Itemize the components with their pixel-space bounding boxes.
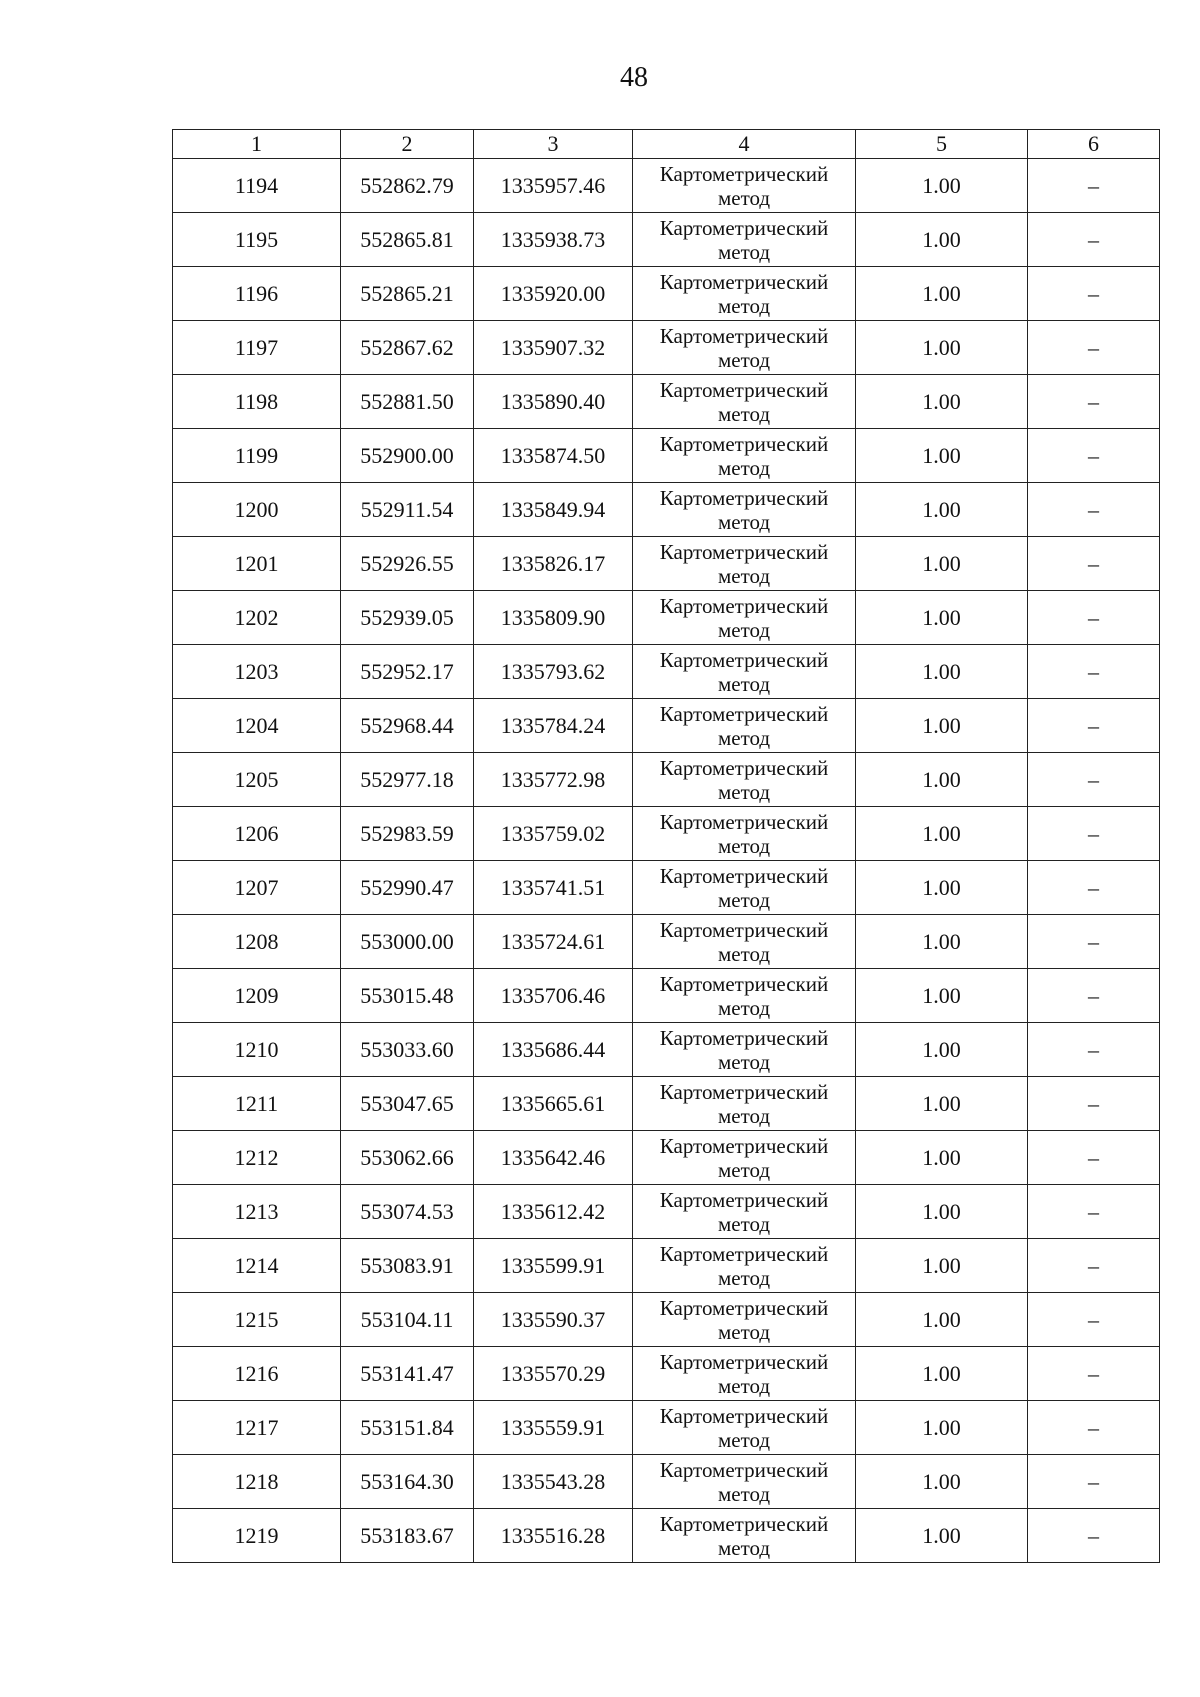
point-number-cell: 1213 bbox=[173, 1185, 341, 1239]
method-cell bbox=[633, 1401, 856, 1455]
accuracy-cell: 1.00 bbox=[856, 807, 1028, 861]
method-line-1: Картометрический bbox=[659, 971, 829, 996]
point-number-cell: 1200 bbox=[173, 483, 341, 537]
method-cell bbox=[633, 159, 856, 213]
column-header-2: 2 bbox=[341, 130, 474, 159]
y-coordinate-cell: 1335784.24 bbox=[474, 699, 633, 753]
table-row bbox=[173, 915, 1160, 969]
x-coordinate-cell: 552952.17 bbox=[341, 645, 474, 699]
point-number-cell: 1199 bbox=[173, 429, 341, 483]
method-line-2: метод bbox=[717, 617, 771, 642]
accuracy-cell: 1.00 bbox=[856, 591, 1028, 645]
column-header-6: 6 bbox=[1028, 130, 1160, 159]
method-cell bbox=[633, 1077, 856, 1131]
note-cell: – bbox=[1028, 1509, 1160, 1563]
x-coordinate-cell: 553141.47 bbox=[341, 1347, 474, 1401]
method-line-1: Картометрический bbox=[659, 1457, 829, 1482]
note-cell: – bbox=[1028, 645, 1160, 699]
accuracy-cell: 1.00 bbox=[856, 645, 1028, 699]
y-coordinate-cell: 1335642.46 bbox=[474, 1131, 633, 1185]
method-line-1: Картометрический bbox=[659, 161, 829, 186]
method-cell bbox=[633, 1293, 856, 1347]
accuracy-cell: 1.00 bbox=[856, 267, 1028, 321]
method-line-2: метод bbox=[717, 995, 771, 1020]
method-cell bbox=[633, 375, 856, 429]
note-cell: – bbox=[1028, 915, 1160, 969]
x-coordinate-cell: 552900.00 bbox=[341, 429, 474, 483]
x-coordinate-cell: 552990.47 bbox=[341, 861, 474, 915]
method-line-2: метод bbox=[717, 401, 771, 426]
method-cell bbox=[633, 1347, 856, 1401]
method-line-1: Картометрический bbox=[659, 269, 829, 294]
x-coordinate-cell: 552865.81 bbox=[341, 213, 474, 267]
method-line-1: Картометрический bbox=[659, 755, 829, 780]
y-coordinate-cell: 1335706.46 bbox=[474, 969, 633, 1023]
accuracy-cell: 1.00 bbox=[856, 375, 1028, 429]
x-coordinate-cell: 553083.91 bbox=[341, 1239, 474, 1293]
accuracy-cell: 1.00 bbox=[856, 1185, 1028, 1239]
y-coordinate-cell: 1335793.62 bbox=[474, 645, 633, 699]
method-line-1: Картометрический bbox=[659, 1133, 829, 1158]
x-coordinate-cell: 553183.67 bbox=[341, 1509, 474, 1563]
method-line-2: метод bbox=[717, 239, 771, 264]
y-coordinate-cell: 1335826.17 bbox=[474, 537, 633, 591]
note-cell: – bbox=[1028, 699, 1160, 753]
accuracy-cell: 1.00 bbox=[856, 321, 1028, 375]
method-line-2: метод bbox=[717, 779, 771, 804]
point-number-cell: 1194 bbox=[173, 159, 341, 213]
accuracy-cell: 1.00 bbox=[856, 537, 1028, 591]
column-header-3: 3 bbox=[474, 130, 633, 159]
note-cell: – bbox=[1028, 1293, 1160, 1347]
method-line-2: метод bbox=[717, 1481, 771, 1506]
page-number: 48 bbox=[620, 62, 648, 93]
point-number-cell: 1218 bbox=[173, 1455, 341, 1509]
table-header bbox=[173, 130, 1160, 159]
method-line-1: Картометрический bbox=[659, 917, 829, 942]
method-line-2: метод bbox=[717, 293, 771, 318]
method-line-1: Картометрический bbox=[659, 323, 829, 348]
table-row bbox=[173, 1401, 1160, 1455]
method-line-1: Картометрический bbox=[659, 1187, 829, 1212]
note-cell: – bbox=[1028, 537, 1160, 591]
y-coordinate-cell: 1335724.61 bbox=[474, 915, 633, 969]
accuracy-cell: 1.00 bbox=[856, 1077, 1028, 1131]
x-coordinate-cell: 552939.05 bbox=[341, 591, 474, 645]
method-line-1: Картометрический bbox=[659, 647, 829, 672]
y-coordinate-cell: 1335759.02 bbox=[474, 807, 633, 861]
point-number-cell: 1198 bbox=[173, 375, 341, 429]
method-line-1: Картометрический bbox=[659, 809, 829, 834]
method-line-1: Картометрический bbox=[659, 539, 829, 564]
method-cell bbox=[633, 483, 856, 537]
table-row bbox=[173, 1293, 1160, 1347]
note-cell: – bbox=[1028, 807, 1160, 861]
table-row bbox=[173, 861, 1160, 915]
note-cell: – bbox=[1028, 1077, 1160, 1131]
method-cell bbox=[633, 1239, 856, 1293]
accuracy-cell: 1.00 bbox=[856, 1293, 1028, 1347]
y-coordinate-cell: 1335741.51 bbox=[474, 861, 633, 915]
method-cell bbox=[633, 861, 856, 915]
point-number-cell: 1207 bbox=[173, 861, 341, 915]
table-row bbox=[173, 1077, 1160, 1131]
method-line-1: Картометрический bbox=[659, 1349, 829, 1374]
header-row bbox=[173, 130, 1160, 159]
accuracy-cell: 1.00 bbox=[856, 1455, 1028, 1509]
point-number-cell: 1211 bbox=[173, 1077, 341, 1131]
method-line-2: метод bbox=[717, 1103, 771, 1128]
method-line-1: Картометрический bbox=[659, 1295, 829, 1320]
point-number-cell: 1217 bbox=[173, 1401, 341, 1455]
method-line-1: Картометрический bbox=[659, 431, 829, 456]
note-cell: – bbox=[1028, 483, 1160, 537]
column-header-4: 4 bbox=[633, 130, 856, 159]
accuracy-cell: 1.00 bbox=[856, 915, 1028, 969]
method-line-1: Картометрический bbox=[659, 1025, 829, 1050]
y-coordinate-cell: 1335920.00 bbox=[474, 267, 633, 321]
x-coordinate-cell: 553062.66 bbox=[341, 1131, 474, 1185]
point-number-cell: 1219 bbox=[173, 1509, 341, 1563]
method-line-2: метод bbox=[717, 1427, 771, 1452]
accuracy-cell: 1.00 bbox=[856, 1239, 1028, 1293]
method-line-1: Картометрический bbox=[659, 215, 829, 240]
point-number-cell: 1196 bbox=[173, 267, 341, 321]
method-line-1: Картометрический bbox=[659, 863, 829, 888]
table-row bbox=[173, 699, 1160, 753]
method-cell bbox=[633, 753, 856, 807]
y-coordinate-cell: 1335686.44 bbox=[474, 1023, 633, 1077]
x-coordinate-cell: 552881.50 bbox=[341, 375, 474, 429]
column-header-5: 5 bbox=[856, 130, 1028, 159]
method-line-1: Картометрический bbox=[659, 1511, 829, 1536]
y-coordinate-cell: 1335957.46 bbox=[474, 159, 633, 213]
accuracy-cell: 1.00 bbox=[856, 1401, 1028, 1455]
y-coordinate-cell: 1335543.28 bbox=[474, 1455, 633, 1509]
method-line-1: Картометрический bbox=[659, 701, 829, 726]
x-coordinate-cell: 552911.54 bbox=[341, 483, 474, 537]
note-cell: – bbox=[1028, 1239, 1160, 1293]
point-number-cell: 1195 bbox=[173, 213, 341, 267]
y-coordinate-cell: 1335559.91 bbox=[474, 1401, 633, 1455]
accuracy-cell: 1.00 bbox=[856, 1509, 1028, 1563]
table-row bbox=[173, 1347, 1160, 1401]
method-line-2: метод bbox=[717, 1157, 771, 1182]
method-cell bbox=[633, 429, 856, 483]
y-coordinate-cell: 1335570.29 bbox=[474, 1347, 633, 1401]
note-cell: – bbox=[1028, 591, 1160, 645]
point-number-cell: 1204 bbox=[173, 699, 341, 753]
method-cell bbox=[633, 1509, 856, 1563]
table-row bbox=[173, 429, 1160, 483]
method-cell bbox=[633, 645, 856, 699]
y-coordinate-cell: 1335665.61 bbox=[474, 1077, 633, 1131]
table-row bbox=[173, 267, 1160, 321]
y-coordinate-cell: 1335516.28 bbox=[474, 1509, 633, 1563]
accuracy-cell: 1.00 bbox=[856, 753, 1028, 807]
x-coordinate-cell: 553000.00 bbox=[341, 915, 474, 969]
coordinates-table bbox=[172, 129, 1160, 1563]
x-coordinate-cell: 552977.18 bbox=[341, 753, 474, 807]
x-coordinate-cell: 552865.21 bbox=[341, 267, 474, 321]
x-coordinate-cell: 552926.55 bbox=[341, 537, 474, 591]
column-header-1: 1 bbox=[173, 130, 341, 159]
y-coordinate-cell: 1335874.50 bbox=[474, 429, 633, 483]
method-line-2: метод bbox=[717, 1535, 771, 1560]
point-number-cell: 1216 bbox=[173, 1347, 341, 1401]
method-line-2: метод bbox=[717, 1319, 771, 1344]
note-cell: – bbox=[1028, 969, 1160, 1023]
accuracy-cell: 1.00 bbox=[856, 1347, 1028, 1401]
point-number-cell: 1215 bbox=[173, 1293, 341, 1347]
method-cell bbox=[633, 1455, 856, 1509]
note-cell: – bbox=[1028, 375, 1160, 429]
method-line-2: метод bbox=[717, 887, 771, 912]
method-line-2: метод bbox=[717, 1373, 771, 1398]
y-coordinate-cell: 1335890.40 bbox=[474, 375, 633, 429]
accuracy-cell: 1.00 bbox=[856, 429, 1028, 483]
table-row bbox=[173, 213, 1160, 267]
point-number-cell: 1208 bbox=[173, 915, 341, 969]
note-cell: – bbox=[1028, 753, 1160, 807]
note-cell: – bbox=[1028, 1347, 1160, 1401]
point-number-cell: 1209 bbox=[173, 969, 341, 1023]
table-row bbox=[173, 537, 1160, 591]
note-cell: – bbox=[1028, 1185, 1160, 1239]
y-coordinate-cell: 1335599.91 bbox=[474, 1239, 633, 1293]
method-line-2: метод bbox=[717, 833, 771, 858]
point-number-cell: 1210 bbox=[173, 1023, 341, 1077]
note-cell: – bbox=[1028, 213, 1160, 267]
method-cell bbox=[633, 1131, 856, 1185]
y-coordinate-cell: 1335772.98 bbox=[474, 753, 633, 807]
method-cell bbox=[633, 213, 856, 267]
method-line-1: Картометрический bbox=[659, 1403, 829, 1428]
accuracy-cell: 1.00 bbox=[856, 1023, 1028, 1077]
method-cell bbox=[633, 321, 856, 375]
note-cell: – bbox=[1028, 429, 1160, 483]
method-cell bbox=[633, 915, 856, 969]
method-line-2: метод bbox=[717, 1265, 771, 1290]
table-row bbox=[173, 1239, 1160, 1293]
accuracy-cell: 1.00 bbox=[856, 861, 1028, 915]
table-row bbox=[173, 159, 1160, 213]
table-row bbox=[173, 375, 1160, 429]
point-number-cell: 1203 bbox=[173, 645, 341, 699]
table-row bbox=[173, 645, 1160, 699]
table-row bbox=[173, 591, 1160, 645]
x-coordinate-cell: 553164.30 bbox=[341, 1455, 474, 1509]
note-cell: – bbox=[1028, 1455, 1160, 1509]
method-line-2: метод bbox=[717, 1211, 771, 1236]
point-number-cell: 1197 bbox=[173, 321, 341, 375]
y-coordinate-cell: 1335590.37 bbox=[474, 1293, 633, 1347]
note-cell: – bbox=[1028, 1131, 1160, 1185]
x-coordinate-cell: 553074.53 bbox=[341, 1185, 474, 1239]
method-line-2: метод bbox=[717, 563, 771, 588]
method-cell bbox=[633, 1185, 856, 1239]
table-row bbox=[173, 969, 1160, 1023]
method-line-1: Картометрический bbox=[659, 1241, 829, 1266]
method-line-2: метод bbox=[717, 941, 771, 966]
note-cell: – bbox=[1028, 1023, 1160, 1077]
accuracy-cell: 1.00 bbox=[856, 1131, 1028, 1185]
table-row bbox=[173, 321, 1160, 375]
method-line-1: Картометрический bbox=[659, 1079, 829, 1104]
method-line-2: метод bbox=[717, 185, 771, 210]
x-coordinate-cell: 552867.62 bbox=[341, 321, 474, 375]
method-line-2: метод bbox=[717, 455, 771, 480]
method-line-2: метод bbox=[717, 1049, 771, 1074]
y-coordinate-cell: 1335849.94 bbox=[474, 483, 633, 537]
method-cell bbox=[633, 591, 856, 645]
table-row bbox=[173, 1131, 1160, 1185]
method-cell bbox=[633, 807, 856, 861]
accuracy-cell: 1.00 bbox=[856, 159, 1028, 213]
x-coordinate-cell: 553033.60 bbox=[341, 1023, 474, 1077]
y-coordinate-cell: 1335809.90 bbox=[474, 591, 633, 645]
method-cell bbox=[633, 267, 856, 321]
point-number-cell: 1202 bbox=[173, 591, 341, 645]
method-cell bbox=[633, 699, 856, 753]
point-number-cell: 1206 bbox=[173, 807, 341, 861]
y-coordinate-cell: 1335907.32 bbox=[474, 321, 633, 375]
point-number-cell: 1205 bbox=[173, 753, 341, 807]
method-line-2: метод bbox=[717, 671, 771, 696]
method-cell bbox=[633, 1023, 856, 1077]
accuracy-cell: 1.00 bbox=[856, 213, 1028, 267]
accuracy-cell: 1.00 bbox=[856, 969, 1028, 1023]
table-body bbox=[173, 159, 1160, 1563]
x-coordinate-cell: 553104.11 bbox=[341, 1293, 474, 1347]
accuracy-cell: 1.00 bbox=[856, 699, 1028, 753]
x-coordinate-cell: 553015.48 bbox=[341, 969, 474, 1023]
y-coordinate-cell: 1335938.73 bbox=[474, 213, 633, 267]
note-cell: – bbox=[1028, 267, 1160, 321]
table-row bbox=[173, 1455, 1160, 1509]
method-line-2: метод bbox=[717, 347, 771, 372]
point-number-cell: 1201 bbox=[173, 537, 341, 591]
table-row bbox=[173, 753, 1160, 807]
note-cell: – bbox=[1028, 159, 1160, 213]
method-cell bbox=[633, 969, 856, 1023]
x-coordinate-cell: 553151.84 bbox=[341, 1401, 474, 1455]
table-row bbox=[173, 807, 1160, 861]
table-row bbox=[173, 1509, 1160, 1563]
point-number-cell: 1212 bbox=[173, 1131, 341, 1185]
method-line-1: Картометрический bbox=[659, 485, 829, 510]
x-coordinate-cell: 552968.44 bbox=[341, 699, 474, 753]
accuracy-cell: 1.00 bbox=[856, 483, 1028, 537]
method-cell bbox=[633, 537, 856, 591]
table-row bbox=[173, 1185, 1160, 1239]
y-coordinate-cell: 1335612.42 bbox=[474, 1185, 633, 1239]
table-row bbox=[173, 1023, 1160, 1077]
method-line-1: Картометрический bbox=[659, 593, 829, 618]
note-cell: – bbox=[1028, 1401, 1160, 1455]
note-cell: – bbox=[1028, 321, 1160, 375]
table-row bbox=[173, 483, 1160, 537]
method-line-1: Картометрический bbox=[659, 377, 829, 402]
note-cell: – bbox=[1028, 861, 1160, 915]
x-coordinate-cell: 552983.59 bbox=[341, 807, 474, 861]
method-line-2: метод bbox=[717, 725, 771, 750]
point-number-cell: 1214 bbox=[173, 1239, 341, 1293]
method-line-2: метод bbox=[717, 509, 771, 534]
x-coordinate-cell: 552862.79 bbox=[341, 159, 474, 213]
x-coordinate-cell: 553047.65 bbox=[341, 1077, 474, 1131]
